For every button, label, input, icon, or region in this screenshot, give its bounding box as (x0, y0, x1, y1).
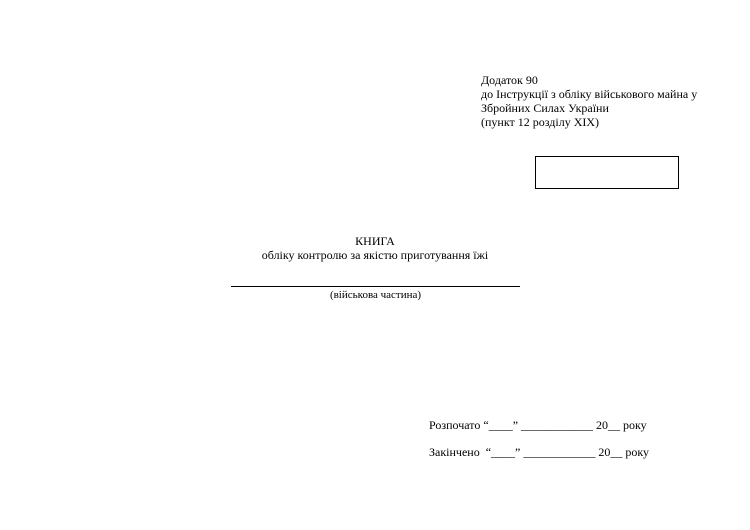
ended-date-line: Закінчено “____” ____________ 20__ року (429, 445, 650, 459)
annex-reference (481, 73, 697, 129)
military-unit-line (231, 286, 520, 287)
started-date-line: Розпочато “____” ____________ 20__ року (429, 418, 647, 432)
registration-box (535, 156, 679, 189)
annex-clause: (пункт 12 розділу XIX) (481, 115, 600, 129)
book-title: КНИГА (355, 234, 395, 248)
military-unit-caption: (військова частина) (329, 289, 422, 301)
book-subtitle: обліку контролю за якістю приготування їжі (261, 248, 489, 262)
annex-number: Додаток 90 (481, 73, 538, 87)
annex-armed-forces: Збройних Силах України (481, 101, 609, 115)
annex-instruction: до Інструкції з обліку військового майна у (481, 87, 698, 101)
